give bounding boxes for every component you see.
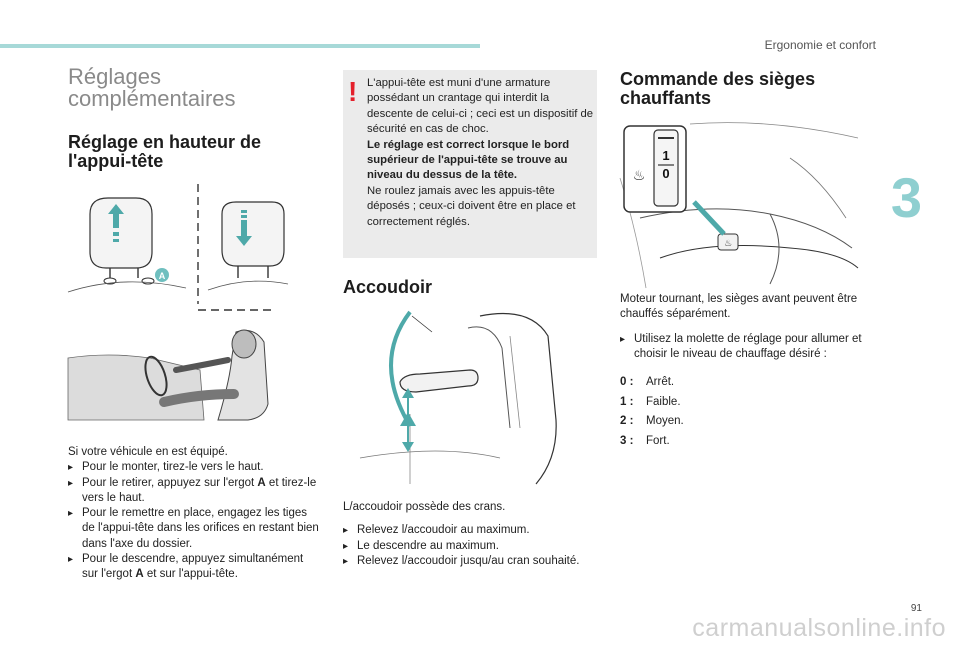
level-label: Arrêt.: [646, 376, 675, 388]
headrest-bullet-4: [68, 552, 320, 583]
dial-digit-1: 1: [662, 148, 670, 163]
heated-seats-title-line2: chauffants: [620, 88, 712, 108]
headrest-bullet-4-text-end: et sur l'appui-tête.: [143, 568, 238, 581]
headrest-bullet-4-text: Pour le descendre, appuyez simultanément sur l'ergot: [82, 553, 304, 581]
headrest-bullet-4-ref: A: [135, 568, 144, 581]
warning-paragraph-2: Ne roulez jamais avec les appuis-tête déposés ; ceux-ci doivent être en place et correctement réglés.: [367, 184, 576, 228]
armrest-intro: L/accoudoir possède des crans.: [343, 501, 506, 513]
armrest-bullet-2: ▸ Le descendre au maximum.: [343, 539, 597, 554]
heated-seats-title: [620, 70, 860, 108]
heated-seats-bullet: ▸ Utilisez la molette de réglage pour allumer et choisir le niveau de chauffage désiré :: [620, 332, 868, 363]
page-title-line1: Réglages: [68, 64, 161, 89]
warning-bold: Le réglage est correct lorsque le bord supérieur de l'appui-tête se trouve au niveau du dessus de la tête.: [367, 138, 570, 182]
svg-text:♨: ♨: [723, 239, 733, 249]
level-key: 0 :: [620, 376, 634, 388]
headrest-bullet-2: [68, 476, 320, 507]
page-title-line2: complémentaires: [68, 86, 236, 111]
level-label: Fort.: [646, 434, 670, 447]
armrest-illustration: [360, 308, 578, 484]
headrest-intro: Si votre véhicule en est équipé.: [68, 446, 228, 458]
headrest-title-line1: Réglage en hauteur de: [68, 132, 262, 152]
dial-digit-0: 0: [662, 166, 670, 181]
headrest-bullet-2-ref: A: [257, 476, 266, 489]
headrest-instructions: [68, 445, 320, 583]
headrest-title-line2: l'appui-tête: [68, 151, 164, 171]
warning-paragraph-1: L'appui-tête est muni d'une armature possédant un crantage qui interdit la descente de celui-ci ; ceci est un dispositif de sécurité en cas de choc.: [367, 77, 594, 136]
heated-seats-title-line1: Commande des sièges: [620, 69, 816, 89]
level-key: 2 :: [620, 415, 634, 427]
armrest-bullet-1: ▸ Relevez l/accoudoir au maximum.: [343, 523, 597, 538]
level-key: 1 :: [620, 395, 634, 408]
headrest-label-a: A: [158, 271, 166, 281]
armrest-bullet-3: ▸ Relevez l/accoudoir jusqu/au cran souhaité.: [343, 554, 597, 569]
watermark: carmanualsonline.info: [692, 614, 946, 642]
level-label: Faible.: [646, 395, 681, 408]
heated-seats-intro: Moteur tournant, les sièges avant peuvent être chauffés séparément.: [620, 293, 858, 321]
page-title: [68, 66, 298, 110]
section-header: Ergonomie et confort: [764, 38, 876, 52]
heated-seat-illustration: [620, 118, 858, 288]
svg-text:♨: ♨: [632, 168, 646, 184]
chapter-number: 3: [890, 166, 922, 229]
heating-levels: [620, 373, 684, 451]
warning-icon: !: [348, 76, 358, 107]
heating-level-3: [620, 432, 684, 452]
headrest-illustration: [68, 180, 288, 430]
headrest-title: [68, 133, 308, 171]
level-label: Moyen.: [646, 415, 684, 427]
armrest-instructions: [343, 500, 597, 569]
heating-level-0: [620, 373, 684, 393]
header-accent-bar: [0, 44, 480, 48]
level-key: 3 :: [620, 434, 634, 447]
heated-seats-instructions: [620, 292, 868, 362]
headrest-bullet-2-text-end: et tirez-le vers le haut.: [82, 476, 317, 504]
headrest-bullet-3: ▸ Pour le remettre en place, engagez les tiges de l'appui-tête dans les orifices en restant bien dans l'axe du dossier.: [68, 506, 320, 552]
heating-level-2: [620, 412, 684, 432]
page-number: 91: [910, 603, 922, 614]
headrest-bullet-2-text: Pour le retirer, appuyez sur l'ergot: [82, 476, 258, 489]
armrest-title: Accoudoir: [343, 277, 433, 297]
headrest-bullet-1: ▸ Pour le monter, tirez-le vers le haut.: [68, 460, 320, 475]
heating-level-1: [620, 393, 684, 413]
warning-text: [367, 76, 595, 230]
